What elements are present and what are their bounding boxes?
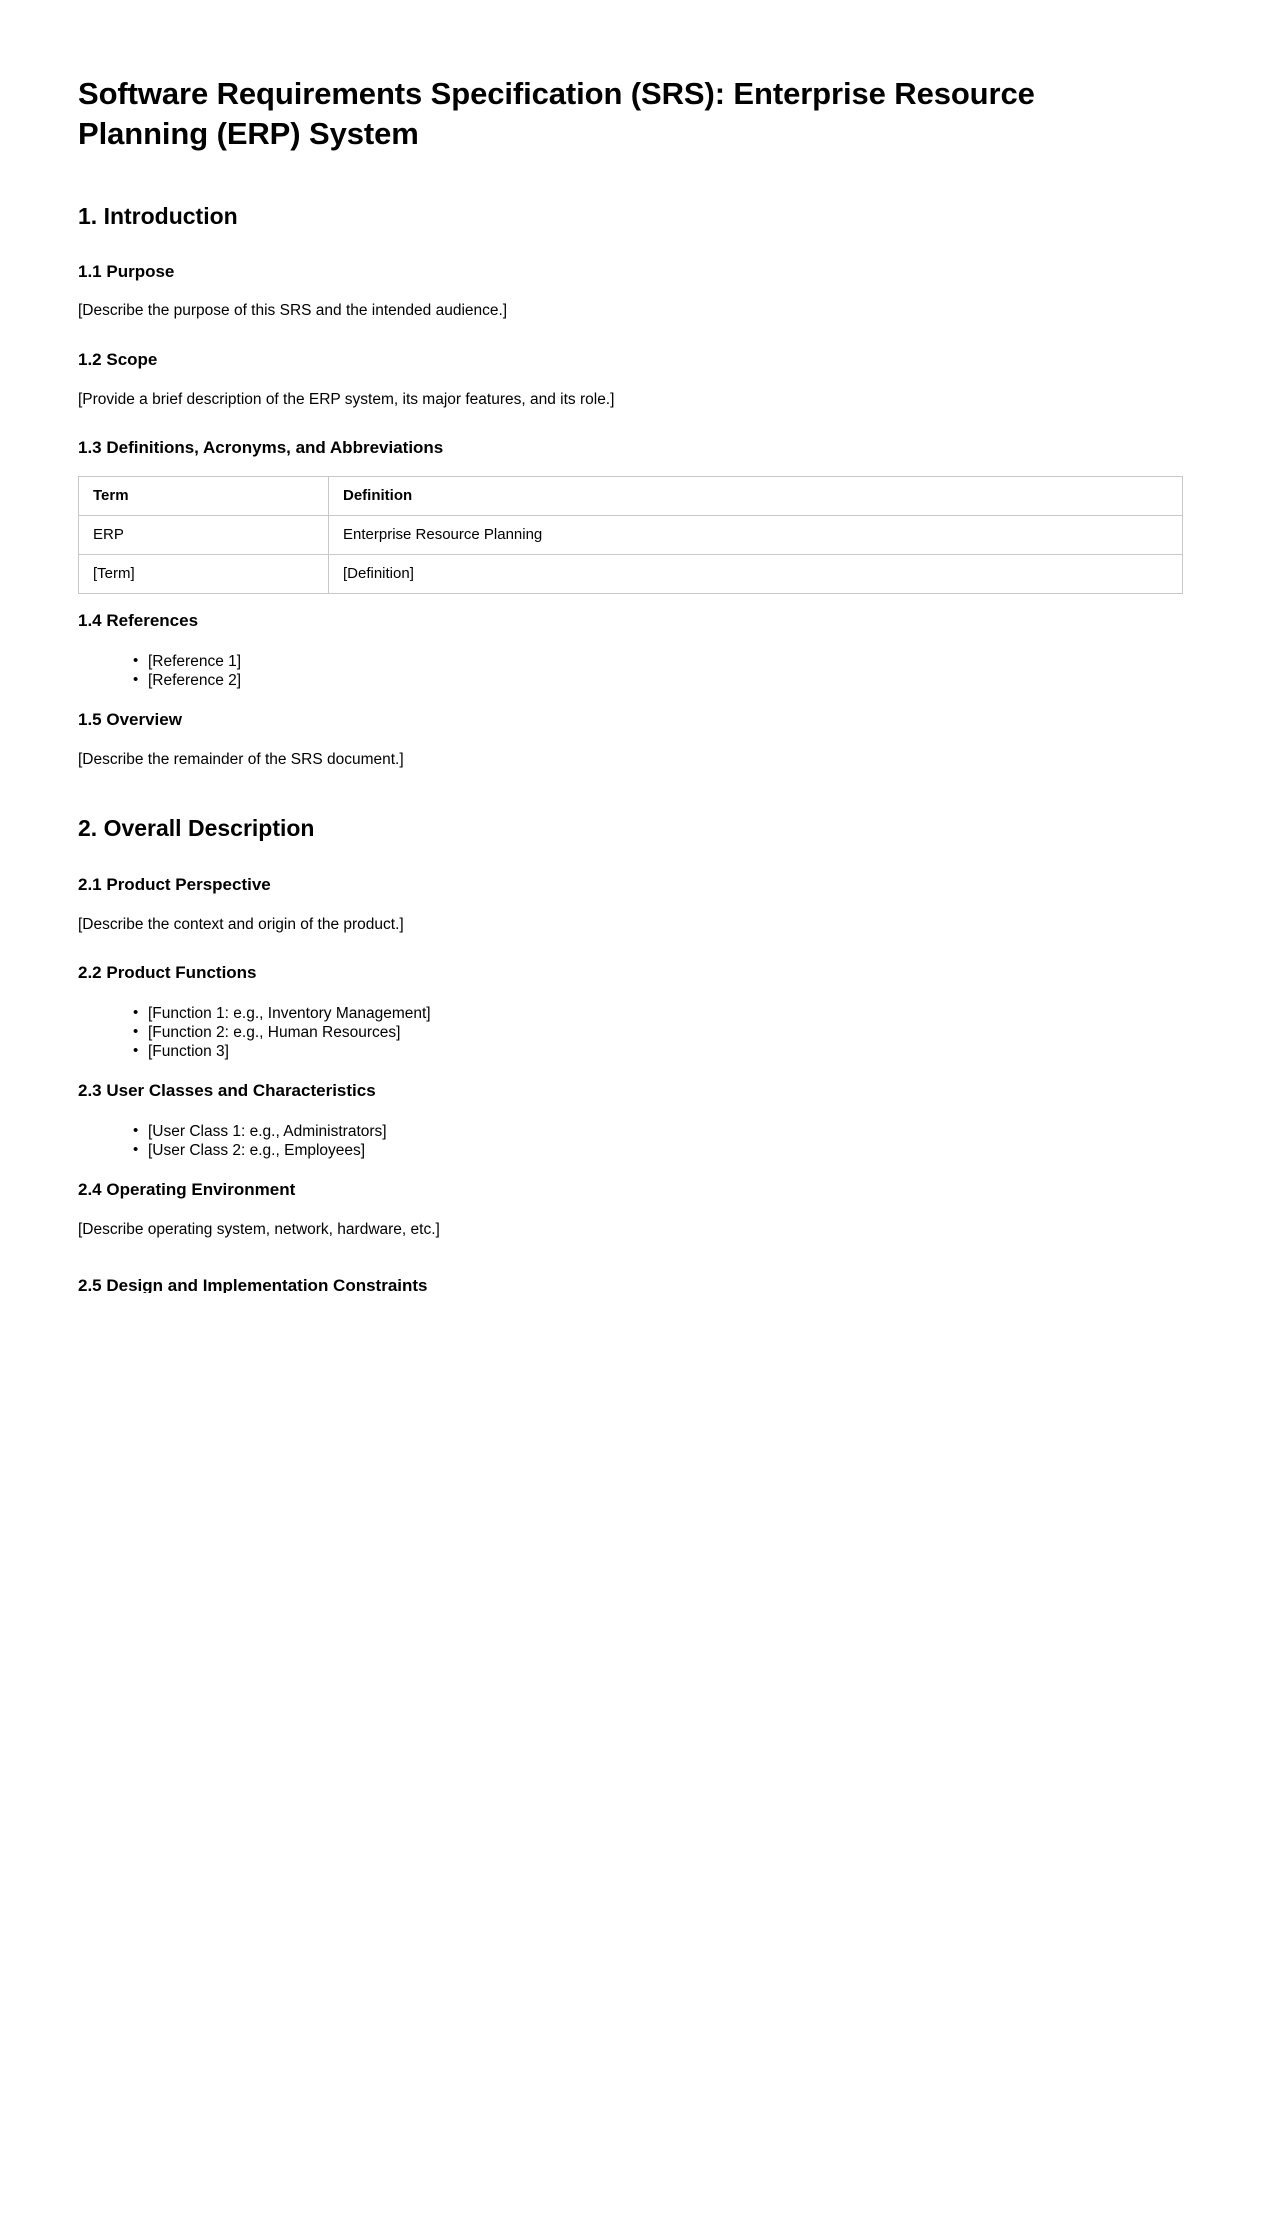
table-header-row xyxy=(79,477,1183,516)
subsection-heading-2-4-operating-environment: 2.4 Operating Environment xyxy=(78,1180,296,1199)
paragraph-2-1-product-perspective: [Describe the context and origin of the product.] xyxy=(78,916,404,933)
section-heading-2-overall-description: 2. Overall Description xyxy=(78,815,315,841)
definitions-table xyxy=(78,476,1183,594)
paragraph-2-4-operating-environment: [Describe operating system, network, hardware, etc.] xyxy=(78,1221,440,1238)
paragraph-1-5-overview: [Describe the remainder of the SRS document.] xyxy=(78,751,404,768)
table-row xyxy=(79,555,1183,594)
list-item: • [User Class 1: e.g., Administrators] xyxy=(78,1122,387,1141)
table-cell-term: ERP xyxy=(79,516,329,555)
user-classes-list xyxy=(78,1122,387,1160)
subsection-heading-2-2-product-functions: 2.2 Product Functions xyxy=(78,963,257,982)
subsection-heading-1-3-definitions: 1.3 Definitions, Acronyms, and Abbreviations xyxy=(78,438,444,457)
subsection-heading-2-1-product-perspective: 2.1 Product Perspective xyxy=(78,875,271,894)
subsection-heading-1-2-scope: 1.2 Scope xyxy=(78,350,158,369)
page-title: Software Requirements Specification (SRS): Enterprise Resource Planning (ERP) System xyxy=(78,76,1035,151)
list-item: • [Reference 2] xyxy=(78,671,241,690)
list-item: • [User Class 2: e.g., Employees] xyxy=(78,1141,387,1160)
list-item: • [Function 3] xyxy=(78,1042,431,1061)
table-column-header-definition: Definition xyxy=(329,477,1183,516)
references-list xyxy=(78,652,241,690)
list-item: • [Function 2: e.g., Human Resources] xyxy=(78,1023,431,1042)
table-cell-term: [Term] xyxy=(79,555,329,594)
subsection-heading-1-4-references: 1.4 References xyxy=(78,611,199,630)
table-cell-definition: [Definition] xyxy=(329,555,1183,594)
subsection-heading-2-5-design-constraints: 2.5 Design and Implementation Constraints xyxy=(78,1276,428,1293)
paragraph-1-1-purpose: [Describe the purpose of this SRS and the intended audience.] xyxy=(78,302,508,319)
section-heading-1-introduction: 1. Introduction xyxy=(78,203,238,229)
subsection-heading-1-1-purpose: 1.1 Purpose xyxy=(78,262,175,281)
subsection-heading-1-5-overview: 1.5 Overview xyxy=(78,710,182,729)
paragraph-1-2-scope: [Provide a brief description of the ERP system, its major features, and its role.] xyxy=(78,391,615,408)
table-column-header-term: Term xyxy=(79,477,329,516)
table-cell-definition: Enterprise Resource Planning xyxy=(329,516,1183,555)
table-row xyxy=(79,516,1183,555)
list-item: • [Function 1: e.g., Inventory Management] xyxy=(78,1004,431,1023)
subsection-heading-2-3-user-classes: 2.3 User Classes and Characteristics xyxy=(78,1081,376,1100)
list-item: • [Reference 1] xyxy=(78,652,241,671)
product-functions-list xyxy=(78,1004,431,1061)
